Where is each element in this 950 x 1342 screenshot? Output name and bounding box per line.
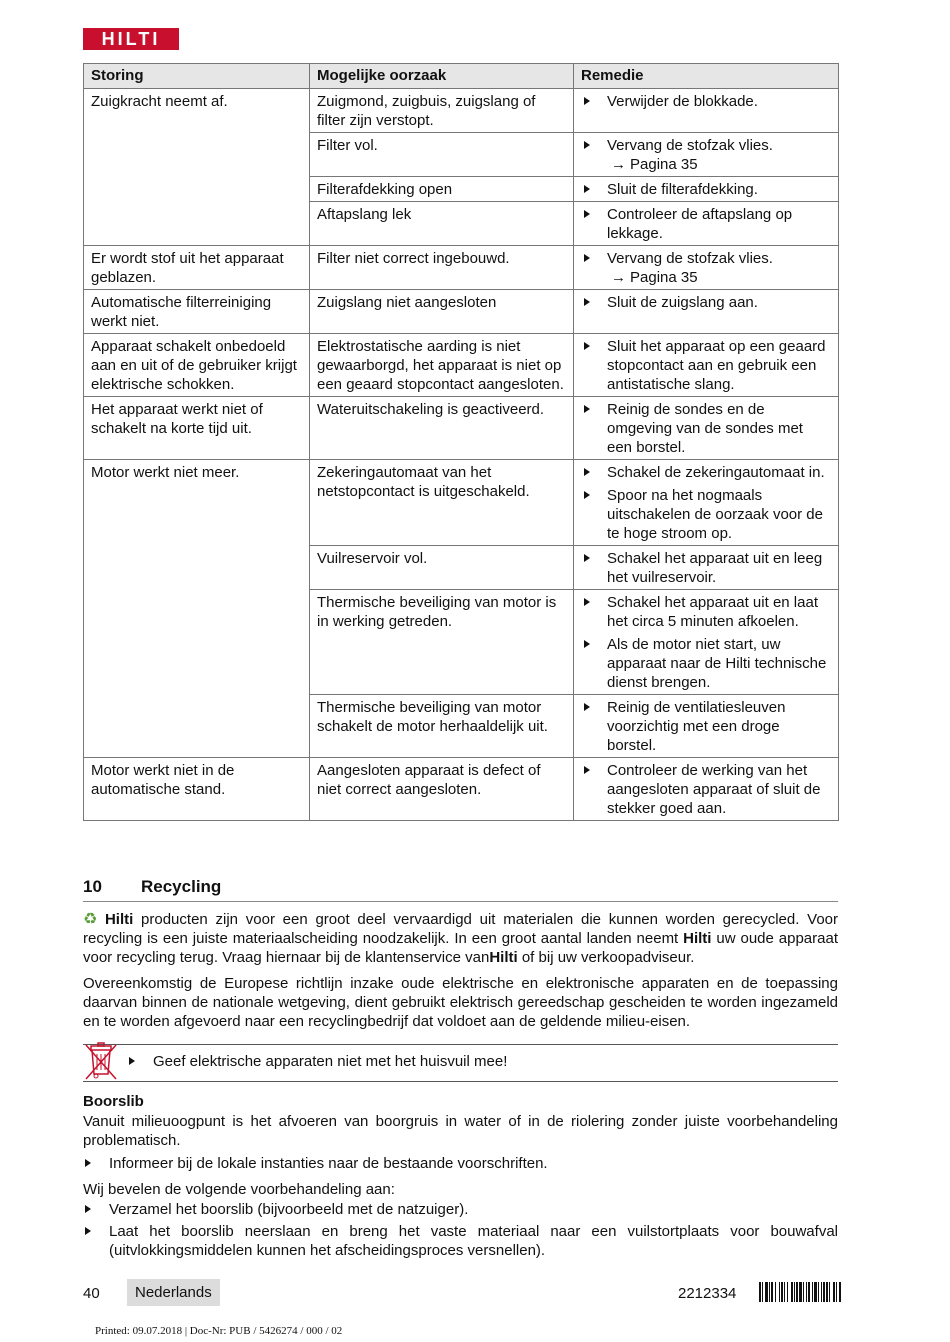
bullet-arrow-icon [85, 1227, 91, 1235]
storing-cell: Automatische filterreiniging werkt niet. [84, 290, 310, 334]
remedie-cell [574, 133, 839, 177]
oorzaak-cell: Thermische beveiliging van motor schakelt de motor herhaaldelijk uit. [310, 695, 574, 758]
barcode-bar [823, 1282, 825, 1302]
remedie-item [581, 486, 832, 543]
barcode-bar [775, 1282, 776, 1302]
remedie-item [581, 293, 832, 312]
barcode-bar [784, 1282, 785, 1302]
barcode-bar [769, 1282, 770, 1302]
remedie-cell [574, 758, 839, 821]
barcode-bar [808, 1282, 810, 1302]
bullet-arrow-icon [584, 298, 590, 306]
remedie-list [581, 92, 832, 111]
oorzaak-cell: Filter vol. [310, 133, 574, 177]
barcode [759, 1282, 841, 1302]
barcode-bar [812, 1282, 813, 1302]
remedie-text: Spoor na het nogmaals uitschakelen de oorzaak voor de te hoge stroom op. [607, 487, 823, 542]
bullet-arrow-icon [584, 554, 590, 562]
barcode-bar [821, 1282, 822, 1302]
header-oorzaak: Mogelijke oorzaak [310, 64, 574, 89]
remedie-cell [574, 397, 839, 460]
remedie-text: Reinig de ventilatiesleuven voorzichtig met een droge borstel. [607, 699, 786, 754]
oorzaak-cell: Filter niet correct ingebouwd. [310, 246, 574, 290]
boorslib-item-1: Informeer bij de lokale instanties naar de bestaande voorschriften. [83, 1154, 838, 1173]
remedie-cell [574, 246, 839, 290]
barcode-bar [762, 1282, 763, 1302]
page-number: 40 [83, 1285, 100, 1302]
bullet-arrow-icon [584, 210, 590, 218]
table-row [84, 460, 839, 546]
bullet-arrow-icon [584, 141, 590, 149]
barcode-bar [814, 1282, 817, 1302]
remedie-item [581, 180, 832, 199]
remedie-text: Schakel het apparaat uit en leeg het vuilreservoir. [607, 550, 823, 586]
remedie-item [581, 761, 832, 818]
remedie-text: Controleer de werking van het aangesloten apparaat of sluit de stekker goed aan. [607, 762, 821, 817]
language-label: Nederlands [127, 1279, 220, 1306]
printed-info: Printed: 09.07.2018 | Doc-Nr: PUB / 5426274 / 000 / 02 [95, 1325, 343, 1337]
remedie-list [581, 293, 832, 312]
remedie-text: Controleer de aftapslang op lekkage. [607, 206, 793, 242]
barcode-bar [791, 1282, 793, 1302]
barcode-bar [794, 1282, 795, 1302]
barcode-bar [771, 1282, 773, 1302]
remedie-list [581, 698, 832, 755]
barcode-bar [799, 1282, 802, 1302]
remedie-cell [574, 290, 839, 334]
storing-cell: Het apparaat werkt niet of schakelt na korte tijd uit. [84, 397, 310, 460]
bullet-arrow-icon [584, 468, 590, 476]
recycling-paragraph-2: Overeenkomstig de Europese richtlijn inzake oude elektrische en elektronische apparaten en de toepassing daarvan binnen de nationale wetgeving, dient gebruikt elektrisch gereedschap gescheiden te worden ingezameld en te worden afgevoerd naar een recyclingbedrijf dat voldoet aan de geldende milieu-eisen. [83, 975, 838, 1030]
table-row [84, 290, 839, 334]
remedie-item [581, 549, 832, 587]
oorzaak-cell: Vuilreservoir vol. [310, 546, 574, 590]
table-header-row [84, 64, 839, 89]
remedie-list [581, 549, 832, 587]
bullet-arrow-icon [85, 1159, 91, 1167]
remedie-list [581, 136, 832, 174]
remedie-item [581, 337, 832, 394]
remedie-text: Vervang de stofzak vlies. [607, 250, 773, 267]
remedie-text: Sluit de zuigslang aan. [607, 294, 758, 311]
weee-notice-box [83, 1044, 838, 1082]
bullet-arrow-icon [584, 640, 590, 648]
remedie-text: Verwijder de blokkade. [607, 93, 758, 110]
remedie-list [581, 249, 832, 287]
remedie-list [581, 337, 832, 394]
barcode-bar [829, 1282, 830, 1302]
boorslib-recommend: Wij bevelen de volgende voorbehandeling aan: [83, 1181, 395, 1198]
page-reference-arrow-icon: → [611, 269, 626, 286]
troubleshooting-table [83, 63, 839, 821]
barcode-bar [839, 1282, 841, 1302]
remedie-item [581, 635, 832, 692]
table-row [84, 397, 839, 460]
remedie-text: Vervang de stofzak vlies. [607, 137, 773, 154]
remedie-cell [574, 89, 839, 133]
boorslib-intro: Vanuit milieuoogpunt is het afvoeren van boorgruis in water of in de riolering zonder juiste voorbehandeling problematisch. [83, 1113, 838, 1149]
bullet-arrow-icon [584, 97, 590, 105]
section-number: 10 [83, 877, 102, 896]
bullet-arrow-icon [584, 598, 590, 606]
oorzaak-cell: Wateruitschakeling is geactiveerd. [310, 397, 574, 460]
storing-cell: Motor werkt niet meer. [84, 460, 310, 758]
bullet-arrow-icon [584, 766, 590, 774]
document-number: 2212334 [678, 1285, 737, 1302]
remedie-cell [574, 334, 839, 397]
crossed-bin-icon [83, 1041, 119, 1083]
barcode-bar [803, 1282, 804, 1302]
remedie-text: Sluit het apparaat op een geaard stopcontact aan en gebruik een antistatische slang. [607, 338, 826, 393]
table-row [84, 758, 839, 821]
bullet-arrow-icon [584, 342, 590, 350]
recycle-icon: ♻ [83, 911, 101, 928]
bullet-arrow-icon [584, 405, 590, 413]
bullet-arrow-icon [85, 1205, 91, 1213]
header-remedie: Remedie [574, 64, 839, 89]
table-row [84, 246, 839, 290]
remedie-item [581, 400, 832, 457]
page-reference[interactable]: Pagina 35 [630, 156, 698, 173]
barcode-bar [765, 1282, 768, 1302]
bullet-arrow-icon [584, 254, 590, 262]
barcode-bar [787, 1282, 788, 1302]
remedie-text: Als de motor niet start, uw apparaat naar de Hilti technische dienst brengen. [607, 636, 827, 691]
weee-notice: Geef elektrische apparaten niet met het huisvuil mee! [129, 1052, 507, 1071]
remedie-list [581, 761, 832, 818]
remedie-list [581, 593, 832, 692]
remedie-cell [574, 546, 839, 590]
section-heading [83, 877, 838, 902]
remedie-list [581, 463, 832, 543]
remedie-item [581, 205, 832, 243]
table-row [84, 334, 839, 397]
oorzaak-cell: Filterafdekking open [310, 177, 574, 202]
oorzaak-cell: Aftapslang lek [310, 202, 574, 246]
barcode-bar [826, 1282, 828, 1302]
barcode-bar [806, 1282, 807, 1302]
recycling-paragraph-1: ♻ Hilti producten zijn voor een groot deel vervaardigd uit materialen die kunnen worden gerecycled. Voor recycling is een juiste materiaalscheiding noodzakelijk. In een groot aantal landen neemt Hilti uw oude apparaat voor recycling terug. Vraag hiernaar bij de klantenservice vanHilti of bij uw verkoopadviseur. [83, 911, 838, 966]
storing-cell: Motor werkt niet in de automatische stand. [84, 758, 310, 821]
oorzaak-cell: Elektrostatische aarding is niet gewaarborgd, het apparaat is niet op een geaard stopcontact aangesloten. [310, 334, 574, 397]
table-row [84, 89, 839, 133]
page-reference[interactable]: Pagina 35 [630, 269, 698, 286]
barcode-bar [779, 1282, 780, 1302]
remedie-text: Schakel het apparaat uit en laat het circa 5 minuten afkoelen. [607, 594, 818, 630]
bullet-arrow-icon [584, 703, 590, 711]
bullet-arrow-icon [584, 185, 590, 193]
boorslib-item-3: Laat het boorslib neerslaan en breng het vaste materiaal naar een vuilstortplaats voor bouwafval (uitvlokkingsmiddelen kunnen het afscheidingsproces versnellen). [83, 1222, 838, 1260]
barcode-bar [796, 1282, 798, 1302]
oorzaak-cell: Zekeringautomaat van het netstopcontact is uitgeschakeld. [310, 460, 574, 546]
header-storing: Storing [84, 64, 310, 89]
storing-cell: Apparaat schakelt onbedoeld aan en uit of de gebruiker krijgt elektrische schokken. [84, 334, 310, 397]
barcode-bar [833, 1282, 835, 1302]
remedie-item [581, 593, 832, 631]
remedie-item [581, 463, 832, 482]
bullet-arrow-icon [129, 1057, 135, 1065]
section-title: Recycling [141, 877, 222, 896]
page-reference-arrow-icon: → [611, 156, 626, 173]
oorzaak-cell: Aangesloten apparaat is defect of niet correct aangesloten. [310, 758, 574, 821]
remedie-item [581, 92, 832, 111]
remedie-item [581, 698, 832, 755]
barcode-bar [759, 1282, 761, 1302]
barcode-bar [818, 1282, 819, 1302]
remedie-text: Reinig de sondes en de omgeving van de sondes met een borstel. [607, 401, 803, 456]
boorslib-heading: Boorslib [83, 1093, 144, 1110]
remedie-cell [574, 590, 839, 695]
hilti-logo: HILTI [83, 28, 179, 50]
storing-cell: Zuigkracht neemt af. [84, 89, 310, 246]
bullet-arrow-icon [584, 491, 590, 499]
remedie-item [581, 136, 832, 174]
remedie-list [581, 180, 832, 199]
barcode-bar [836, 1282, 837, 1302]
remedie-cell [574, 460, 839, 546]
remedie-list [581, 400, 832, 457]
remedie-text: Schakel de zekeringautomaat in. [607, 464, 825, 481]
remedie-cell [574, 695, 839, 758]
barcode-bar [781, 1282, 783, 1302]
remedie-list [581, 205, 832, 243]
oorzaak-cell: Zuigmond, zuigbuis, zuigslang of filter zijn verstopt. [310, 89, 574, 133]
storing-cell: Er wordt stof uit het apparaat geblazen. [84, 246, 310, 290]
remedie-text: Sluit de filterafdekking. [607, 181, 758, 198]
remedie-cell [574, 202, 839, 246]
remedie-cell [574, 177, 839, 202]
oorzaak-cell: Zuigslang niet aangesloten [310, 290, 574, 334]
remedie-item [581, 249, 832, 287]
boorslib-item-2: Verzamel het boorslib (bijvoorbeeld met de natzuiger). [83, 1200, 838, 1219]
oorzaak-cell: Thermische beveiliging van motor is in werking getreden. [310, 590, 574, 695]
